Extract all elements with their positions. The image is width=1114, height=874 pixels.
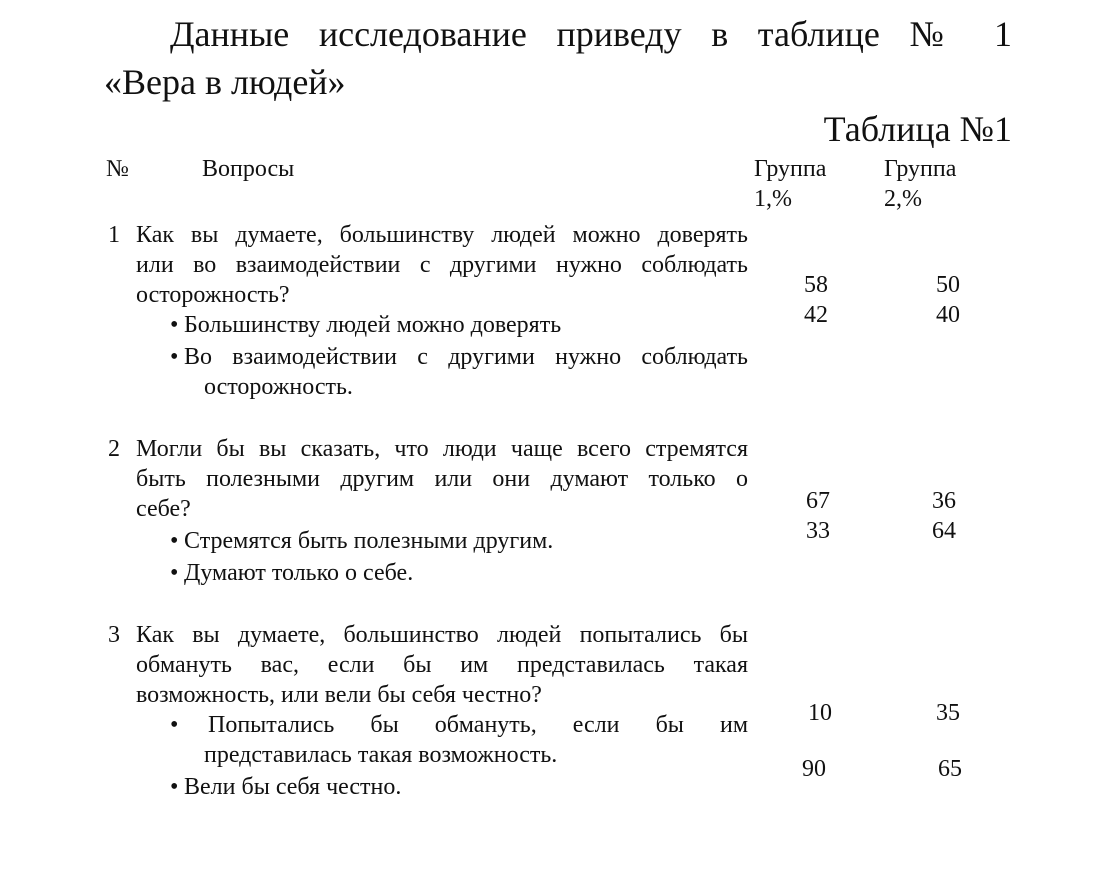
group-2-value: 64	[932, 518, 956, 544]
option-text: Вели бы себя честно.	[184, 774, 402, 800]
bullet-icon: •	[170, 528, 179, 554]
question-line: возможность, или вели бы себя честно?	[136, 682, 542, 708]
bullet-icon: •	[170, 774, 179, 800]
group-2-value: 50	[936, 272, 960, 298]
bullet-icon: •	[170, 712, 179, 738]
table-caption: Таблица №1	[823, 109, 1012, 149]
header-group-2-line2: 2,%	[884, 186, 922, 212]
bullet-icon: •	[170, 312, 179, 338]
question-line: или во взаимодействии с другими нужно соблюдать	[136, 252, 748, 278]
intro-line-1: Данные исследование приведу в таблице № 1	[170, 14, 1012, 54]
group-1-value: 90	[802, 756, 826, 782]
header-group-1-line2: 1,%	[754, 186, 792, 212]
option-text: Большинству людей можно доверять	[184, 312, 562, 338]
group-1-value: 67	[806, 488, 830, 514]
bullet-icon: •	[170, 560, 179, 586]
option-item	[170, 710, 208, 740]
question-line: Как вы думаете, большинство людей попытались бы	[136, 622, 748, 648]
option-text-cont: представилась такая возможность.	[204, 742, 558, 768]
header-questions: Вопросы	[202, 156, 295, 182]
group-1-value: 10	[808, 700, 832, 726]
question-line: Как вы думаете, большинству людей можно доверять	[136, 222, 748, 248]
option-text: Во взаимодействии с другими нужно соблюдать	[184, 344, 748, 370]
option-item	[170, 772, 401, 802]
row-number: 2	[108, 436, 120, 462]
question-line: осторожность?	[136, 282, 290, 308]
question-line: обмануть вас, если бы им представилась такая	[136, 652, 748, 678]
option-item	[170, 310, 561, 340]
intro-line-2: «Вера в людей»	[104, 62, 346, 102]
question-line: Могли бы вы сказать, что люди чаще всего стремятся	[136, 436, 748, 462]
header-number: №	[106, 156, 129, 182]
option-text: Думают только о себе.	[184, 560, 414, 586]
group-2-value: 40	[936, 302, 960, 328]
question-line: быть полезными другим или они думают только о	[136, 466, 748, 492]
question-line: себе?	[136, 496, 191, 522]
group-1-value: 42	[804, 302, 828, 328]
group-1-value: 33	[806, 518, 830, 544]
group-2-value: 36	[932, 488, 956, 514]
header-group-1	[754, 154, 826, 214]
header-group-2	[884, 154, 956, 214]
option-item	[170, 342, 748, 372]
option-text: Попытались бы обмануть, если бы им	[208, 712, 748, 738]
group-1-value: 58	[804, 272, 828, 298]
group-2-value: 65	[938, 756, 962, 782]
option-item	[170, 526, 553, 556]
group-2-value: 35	[936, 700, 960, 726]
row-number: 3	[108, 622, 120, 648]
option-text: Стремятся быть полезными другим.	[184, 528, 554, 554]
option-item	[170, 558, 413, 588]
header-group-2-line1: Группа	[884, 156, 957, 182]
option-text-cont: осторожность.	[204, 374, 353, 400]
bullet-icon: •	[170, 344, 179, 370]
header-group-1-line1: Группа	[754, 156, 827, 182]
row-number: 1	[108, 222, 120, 248]
